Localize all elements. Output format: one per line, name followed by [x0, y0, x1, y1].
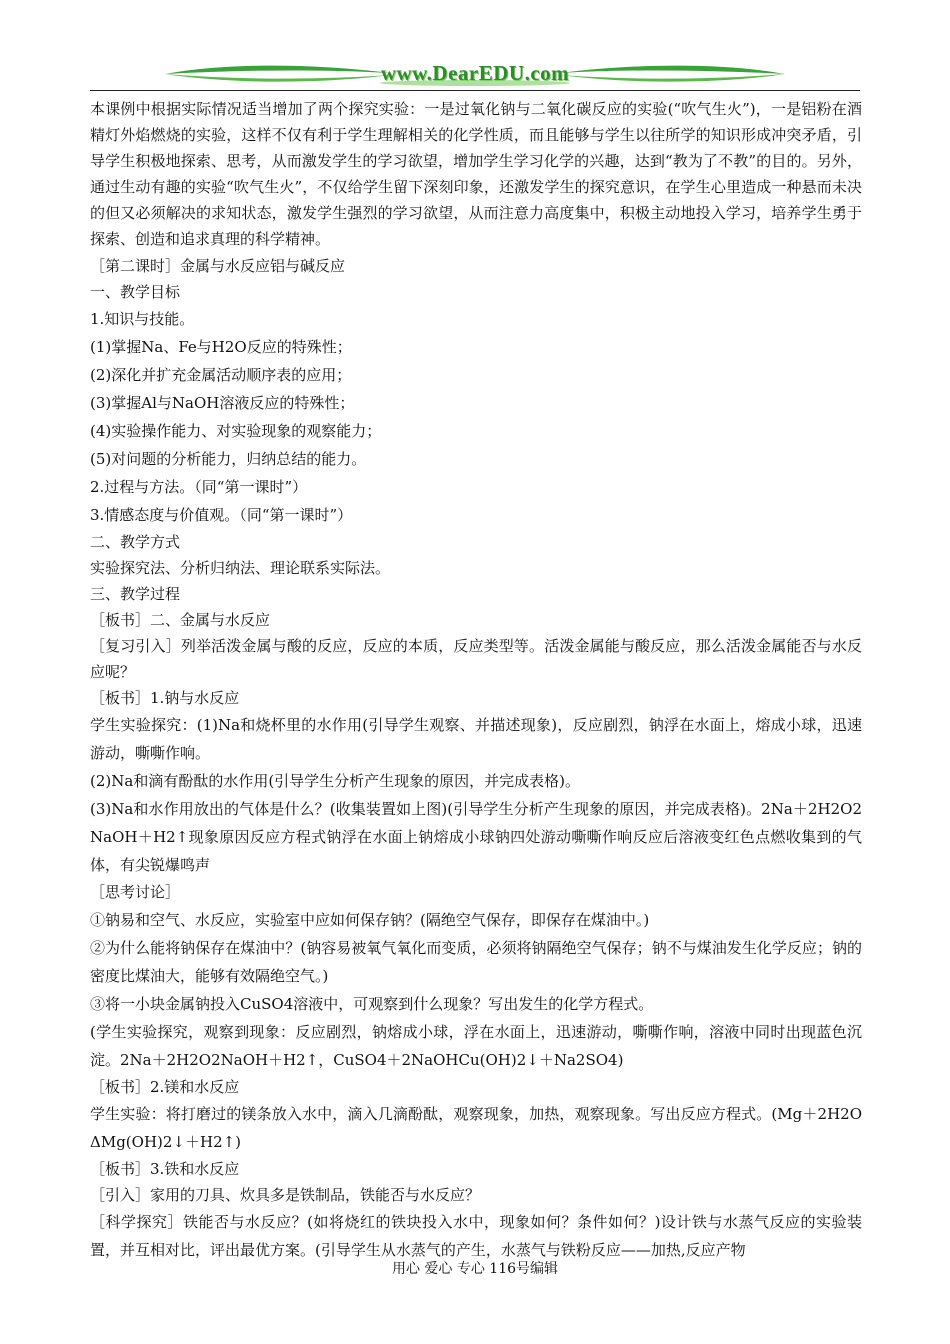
- subsection-heading: 1.知识与技能。: [90, 309, 195, 328]
- body-paragraph: 学生实验探究：(1)Na和烧杯里的水作用(引导学生观察、并描述现象)，反应剧烈，钠浮在水面上，熔成小球，迅速游动，嘶嘶作响。: [90, 716, 862, 763]
- subsection-heading: 2.过程与方法。（同“第一课时”）: [90, 477, 308, 496]
- body-paragraph: ［复习引入］列举活泼金属与酸的反应，反应的本质，反应类型等。活泼金属能与酸反应，那么活泼金属能否与水反应呢？: [90, 637, 862, 682]
- document-body: [90, 96, 862, 1264]
- section-heading: 二、教学方式: [90, 532, 181, 551]
- board-note: ［板书］二、金属与水反应: [90, 611, 271, 630]
- objective-item: (5)对问题的分析能力，归纳总结的能力。: [90, 449, 367, 468]
- board-note: ［板书］2.镁和水反应: [90, 1077, 240, 1096]
- section-heading: 三、教学过程: [90, 584, 181, 603]
- site-logo-text: www.DearEDU.com: [380, 61, 570, 85]
- body-paragraph: (学生实验探究，观察到现象：反应剧烈，钠熔成小球，浮在水面上，迅速游动，嘶嘶作响，溶液中同时出现蓝色沉淀。2Na＋2H2O2NaOH＋H2↑，CuSO4＋2NaOHCu(OH)2↓＋Na2SO4): [90, 1022, 862, 1069]
- objective-item: (3)掌握Al与NaOH溶液反应的特殊性；: [90, 393, 355, 412]
- subsection-heading: 3.情感态度与价值观。（同“第一课时”）: [90, 505, 353, 524]
- lesson-title: ［第二课时］金属与水反应铝与碱反应: [90, 256, 346, 275]
- discussion-item: ①钠易和空气、水反应，实验室中应如何保存钠？(隔绝空气保存，即保存在煤油中。): [90, 910, 650, 929]
- page-footer: 用心 爱心 专心 116号编辑: [391, 1261, 559, 1277]
- intro-paragraph: 本课例中根据实际情况适当增加了两个探究实验：一是过氧化钠与二氧化碳反应的实验(“吹气生火”)，一是铝粉在酒精灯外焰燃烧的实验，这样不仅有利于学生理解相关的化学性质，而且能够与学生以往所学的知识形成冲突矛盾，引导学生积极地探索、思考，从而激发学生的学习欲望，增加学生学习化学的兴趣，达到“教为了不教”的目的。另外，通过生动有趣的实验“吹气生火”，不仅给学生留下深刻印象，还激发学生的探究意识，在学生心里造成一种悬而未决的但又必须解决的求知状态，激发学生强烈的学习欲望，从而注意力高度集中，积极主动地投入学习，培养学生勇于探索、创造和追求真理的科学精神。: [90, 100, 862, 249]
- site-header: [90, 58, 860, 90]
- objective-item: (4)实验操作能力、对实验现象的观察能力；: [90, 421, 382, 440]
- discussion-item: ②为什么能将钠保存在煤油中？(钠容易被氧气氧化而变质，必须将钠隔绝空气保存；钠不与煤油发生化学反应；钠的密度比煤油大，能够有效隔绝空气。): [90, 938, 862, 985]
- board-note: ［思考讨论］: [90, 883, 181, 902]
- body-paragraph: ［科学探究］铁能否与水反应？(如将烧红的铁块投入水中，现象如何？条件如何？)设计铁与水蒸气反应的实验装置，并互相对比，评出最优方案。(引导学生从水蒸气的产生，水蒸气与铁粉反应——加热,反应产物: [90, 1212, 862, 1259]
- objective-item: (1)掌握Na、Fe与H2O反应的特殊性；: [90, 337, 352, 356]
- body-paragraph: (2)Na和滴有酚酞的水作用(引导学生分析产生现象的原因，并完成表格)。: [90, 772, 581, 791]
- body-paragraph: 实验探究法、分析归纳法、理论联系实际法。: [90, 558, 391, 577]
- header-rule: [90, 90, 860, 91]
- board-note: ［板书］1.钠与水反应: [90, 689, 240, 708]
- body-paragraph: ［引入］家用的刀具、炊具多是铁制品，铁能否与水反应？: [90, 1185, 481, 1204]
- discussion-item: ③将一小块金属钠投入CuSO4溶液中，可观察到什么现象？写出发生的化学方程式。: [90, 994, 654, 1013]
- section-heading: 一、教学目标: [90, 282, 181, 301]
- board-note: ［板书］3.铁和水反应: [90, 1159, 240, 1178]
- body-paragraph: 学生实验：将打磨过的镁条放入水中，滴入几滴酚酞，观察现象，加热，观察现象。写出反应方程式。(Mg＋2H2OΔMg(OH)2↓＋H2↑): [90, 1104, 862, 1151]
- objective-item: (2)深化并扩充金属活动顺序表的应用；: [90, 365, 352, 384]
- body-paragraph: (3)Na和水作用放出的气体是什么？(收集装置如上图)(引导学生分析产生现象的原因，并完成表格)。2Na＋2H2O2NaOH＋H2↑现象原因反应方程式钠浮在水面上钠熔成小球钠四处游动嘶嘶作响反应后溶液变红色点燃收集到的气体，有尖锐爆鸣声: [90, 800, 862, 875]
